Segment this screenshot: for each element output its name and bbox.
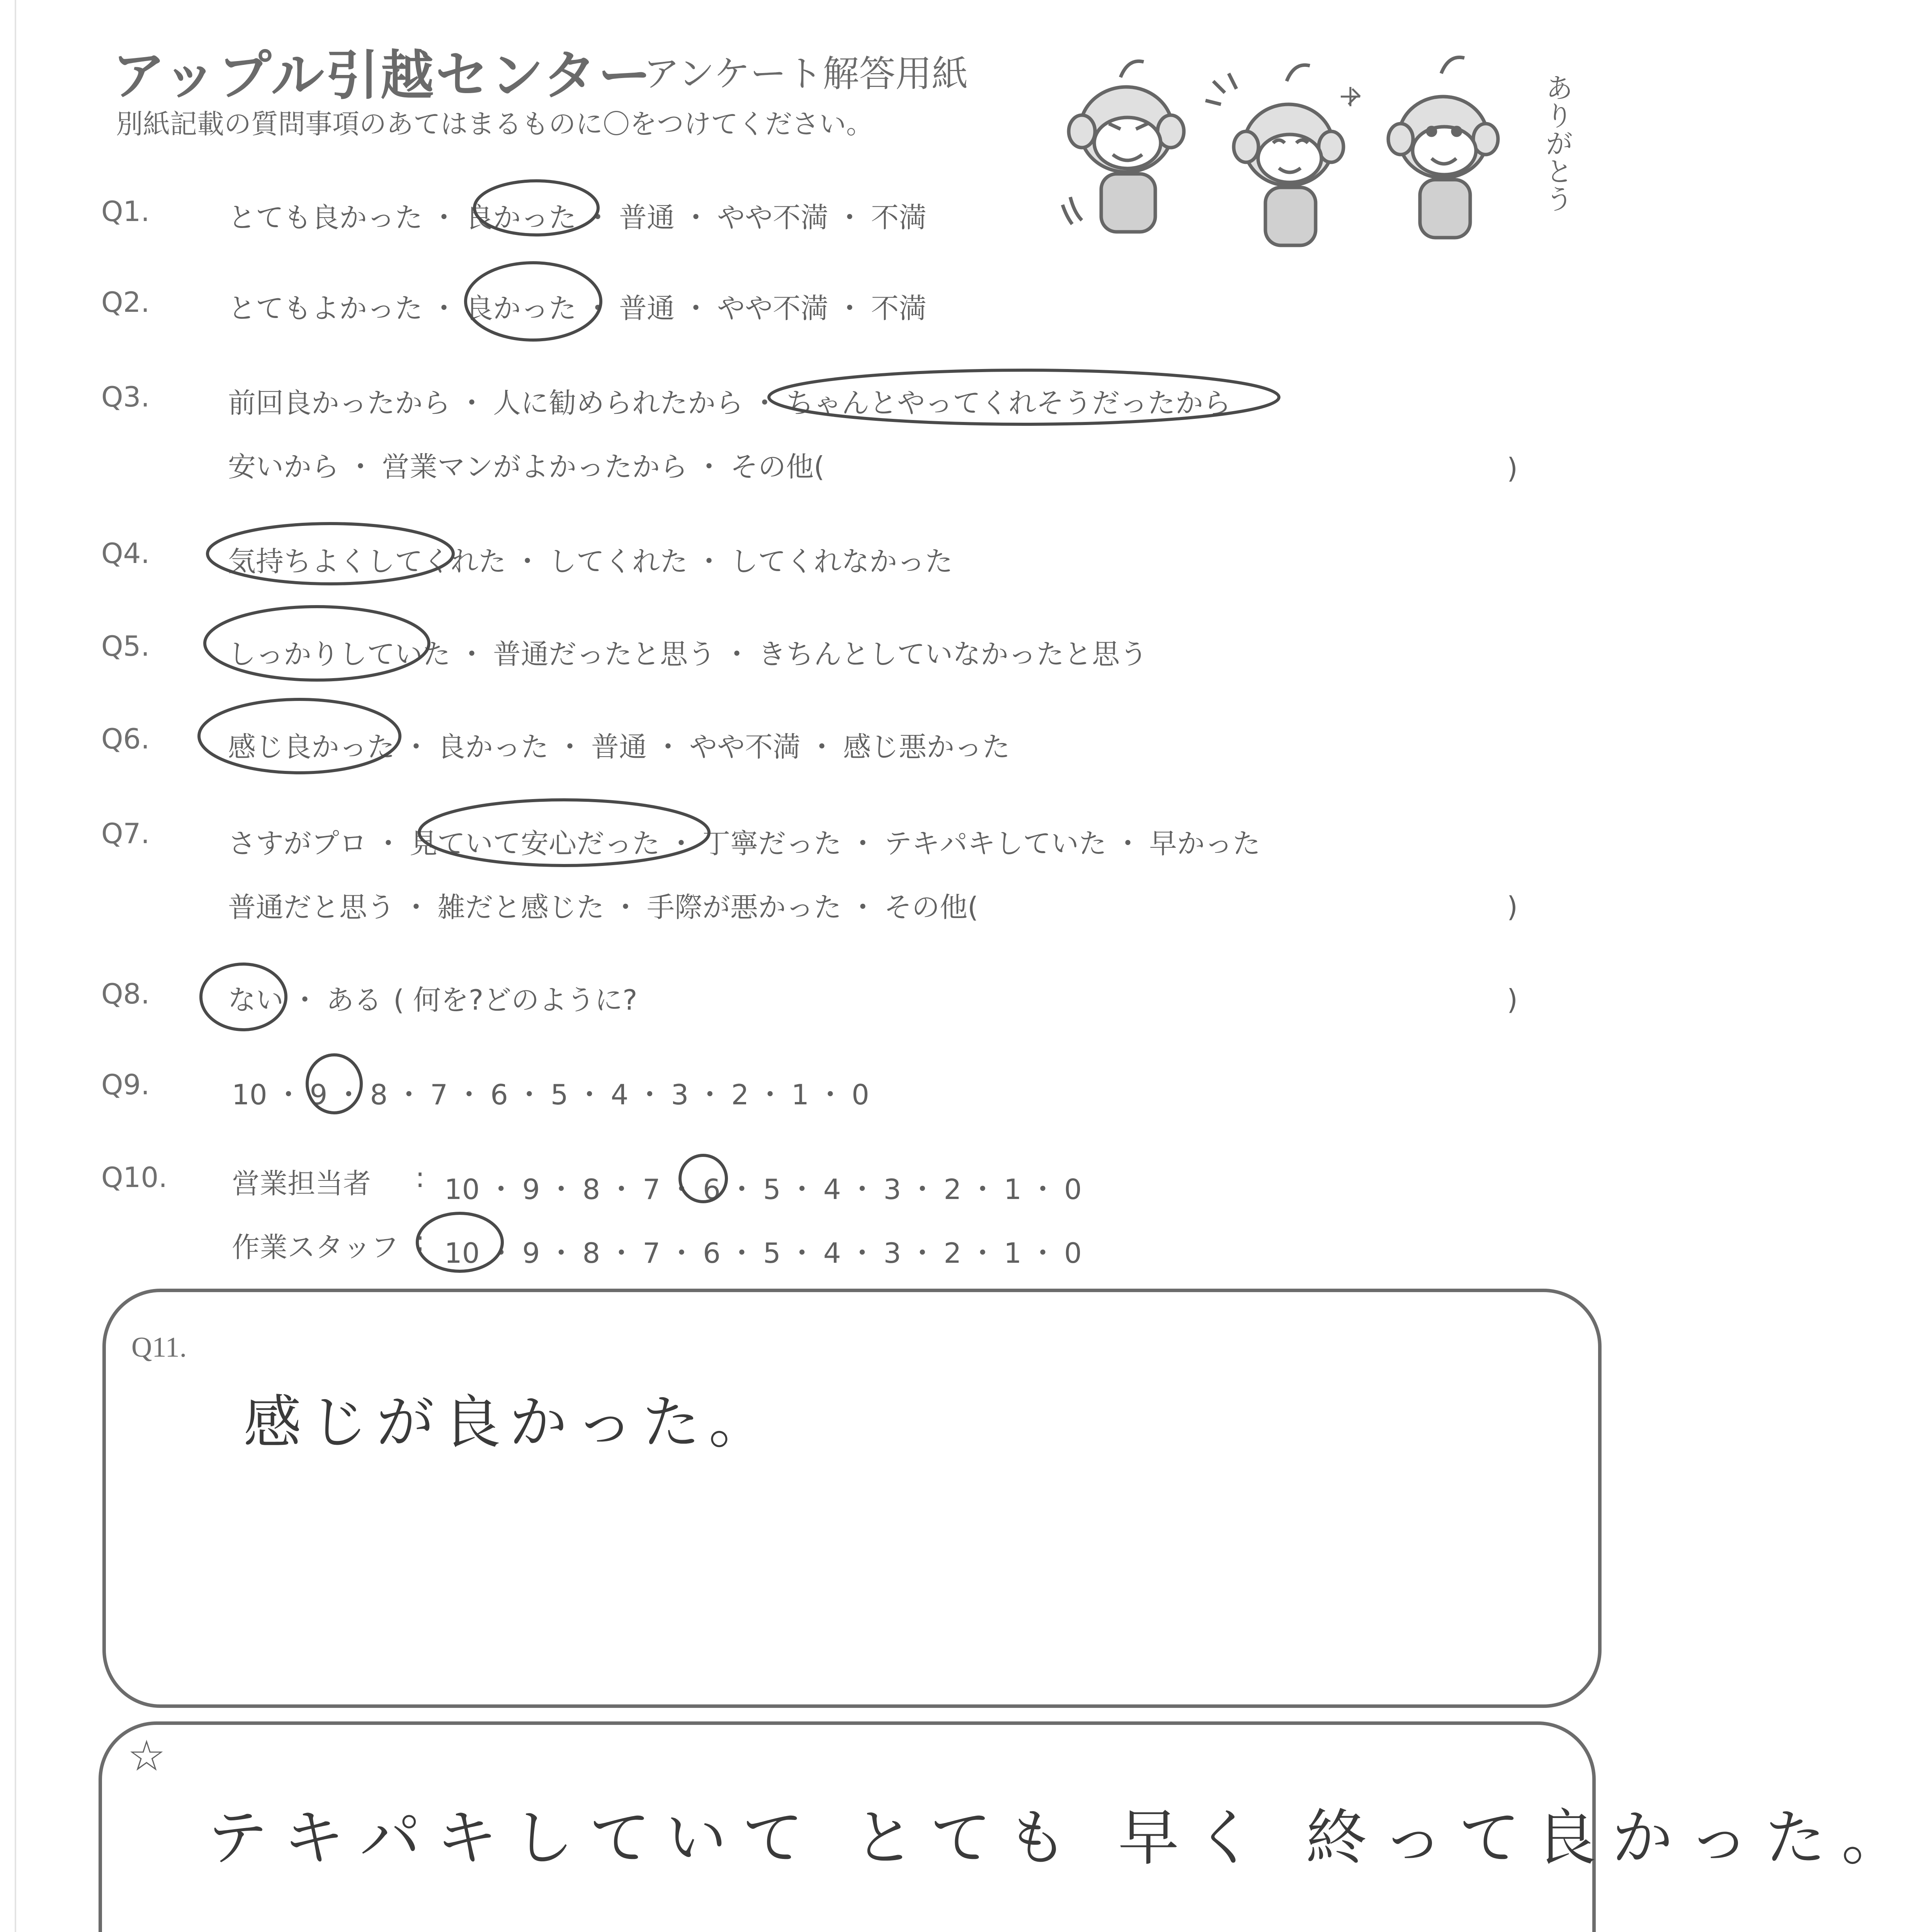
q7-option[interactable]: 丁寧だった xyxy=(702,827,842,860)
q1-option[interactable]: とても良かった xyxy=(228,201,423,234)
q7-answer-circle xyxy=(419,800,709,866)
question-number: Q4. xyxy=(101,537,150,570)
q10-sales-score[interactable]: 9 xyxy=(522,1173,540,1206)
star-handwritten-answer: テキパキしていて とても 早く 終って良かった。 xyxy=(207,1803,1918,1874)
question-number: Q3. xyxy=(101,381,150,413)
q10-sales-score[interactable]: 5 xyxy=(763,1173,781,1206)
q9-score[interactable]: 0 xyxy=(851,1078,869,1111)
q10-staff-score[interactable]: 6 xyxy=(703,1237,721,1269)
q5-option[interactable]: しっかりしていた xyxy=(228,638,451,670)
colon: : xyxy=(415,1225,425,1257)
star-icon: ☆ xyxy=(128,1731,166,1781)
q10-staff-score[interactable]: 1 xyxy=(1004,1237,1022,1269)
q6-option[interactable]: 良かった xyxy=(437,731,549,763)
q10-sales-score[interactable]: 10 xyxy=(444,1173,480,1206)
q2-option[interactable]: 不満 xyxy=(871,292,927,325)
q5-answer-circle xyxy=(205,607,429,680)
q10-staff-score[interactable]: 7 xyxy=(643,1237,661,1269)
q4-option[interactable]: してくれた xyxy=(549,545,688,578)
q9-answer-circle xyxy=(307,1055,361,1113)
work-staff-label: 作業スタッフ xyxy=(232,1231,399,1264)
close-paren: ) xyxy=(1507,983,1518,1016)
q10-sales-score[interactable]: 1 xyxy=(1004,1173,1022,1206)
q3-option[interactable]: ちゃんとやってくれそうだったから xyxy=(786,387,1231,419)
q3-answer-circle xyxy=(769,370,1279,424)
q10-sales-score[interactable]: 7 xyxy=(643,1173,661,1206)
q6-option[interactable]: 感じ悪かった xyxy=(843,731,1010,763)
q1-option[interactable]: やや不満 xyxy=(717,201,829,234)
question-number: Q10. xyxy=(101,1161,168,1194)
question-number: Q2. xyxy=(101,286,150,318)
q9-score[interactable]: 2 xyxy=(731,1078,749,1111)
q6-option[interactable]: 普通 xyxy=(591,731,647,763)
q9-score[interactable]: 9 xyxy=(309,1078,328,1111)
q9-score[interactable]: 10 xyxy=(232,1078,267,1111)
q11-comment-box[interactable] xyxy=(102,1289,1602,1708)
colon: : xyxy=(415,1161,425,1194)
q4-answer-circle xyxy=(207,524,453,584)
q1-option[interactable]: 不満 xyxy=(871,201,927,234)
q9-score[interactable]: 6 xyxy=(490,1078,508,1111)
q7-option[interactable]: 普通だと思う xyxy=(228,891,395,923)
q2-option[interactable]: やや不満 xyxy=(717,292,829,325)
question-number: Q11. xyxy=(131,1332,187,1363)
q7-option[interactable]: 早かった xyxy=(1149,827,1261,860)
q7-option[interactable]: その他( xyxy=(884,891,979,923)
q2-option[interactable]: とてもよかった xyxy=(228,292,423,325)
q11-handwritten-answer: 感じが良かった。 xyxy=(243,1389,775,1456)
q3-option[interactable]: その他( xyxy=(730,451,825,483)
q9-score[interactable]: 3 xyxy=(671,1078,689,1111)
q10-sales-score[interactable]: 3 xyxy=(883,1173,901,1206)
q10-sales-score[interactable]: 4 xyxy=(823,1173,841,1206)
q7-option[interactable]: 手際が悪かった xyxy=(647,891,842,923)
q7-option[interactable]: さすがプロ xyxy=(228,827,367,860)
mascot-thanks-text: ありがとう xyxy=(1541,73,1573,213)
q2-option[interactable]: 普通 xyxy=(619,292,675,325)
question-number: Q1. xyxy=(101,195,150,228)
q4-option[interactable]: してくれなかった xyxy=(730,545,953,578)
q2-option[interactable]: 良かった xyxy=(465,292,577,325)
q10-staff-score[interactable]: 8 xyxy=(582,1237,600,1269)
q10-staff-score[interactable]: 5 xyxy=(763,1237,781,1269)
q9-score[interactable]: 5 xyxy=(550,1078,568,1111)
q10-sales-score[interactable]: 6 xyxy=(703,1173,721,1206)
q8-answer-circle xyxy=(201,964,286,1030)
q10-sales-score[interactable]: 2 xyxy=(944,1173,962,1206)
q10-staff-score[interactable]: 9 xyxy=(522,1237,540,1269)
q8-option[interactable]: ない xyxy=(228,984,284,1016)
instruction-text: 別紙記載の質問事項のあてはまるものに〇をつけてください。 xyxy=(116,108,873,140)
q7-option[interactable]: 雑だと感じた xyxy=(437,891,605,923)
q10-staff-score[interactable]: 10 xyxy=(444,1237,480,1269)
q10-sales-score[interactable]: 0 xyxy=(1064,1173,1082,1206)
question-number: Q8. xyxy=(101,978,150,1010)
q10-staff-score[interactable]: 4 xyxy=(823,1237,841,1269)
sales-rep-label: 営業担当者 xyxy=(232,1167,371,1200)
q10-staff-score[interactable]: 3 xyxy=(883,1237,901,1269)
q4-option[interactable]: 気持ちよくしてくれた xyxy=(228,545,507,578)
q3-option[interactable]: 前回良かったから xyxy=(228,387,451,419)
question-number: Q6. xyxy=(101,723,150,755)
brand-title: アップル引越センター xyxy=(112,44,653,107)
q1-answer-circle xyxy=(474,181,598,235)
form-subtitle: アンケート解答用紙 xyxy=(643,53,968,95)
q10-staff-answer-circle xyxy=(417,1213,502,1271)
q5-option[interactable]: 普通だったと思う xyxy=(493,638,716,670)
q1-option[interactable]: 普通 xyxy=(619,201,675,234)
q9-score[interactable]: 1 xyxy=(791,1078,809,1111)
q3-option[interactable]: 安いから xyxy=(228,451,340,483)
q5-option[interactable]: きちんとしていなかったと思う xyxy=(758,638,1148,670)
q7-option[interactable]: テキパキしていた xyxy=(884,827,1107,860)
q7-option[interactable]: 見ていて安心だった xyxy=(410,827,660,860)
q8-option[interactable]: ある xyxy=(326,984,382,1016)
question-number: Q7. xyxy=(101,817,150,850)
question-number: Q9. xyxy=(101,1068,150,1101)
q10-staff-score[interactable]: 0 xyxy=(1064,1237,1082,1269)
q10-staff-score[interactable]: 2 xyxy=(944,1237,962,1269)
q2-answer-circle xyxy=(466,263,601,340)
q9-score[interactable]: 7 xyxy=(430,1078,448,1111)
q8-detail: ( 何を?どのように? xyxy=(393,984,638,1016)
q1-option[interactable]: 良かった xyxy=(465,201,577,234)
question-number: Q5. xyxy=(101,630,150,662)
q6-option[interactable]: 感じ良かった xyxy=(228,731,395,763)
close-paren: ) xyxy=(1507,452,1518,485)
q6-option[interactable]: やや不満 xyxy=(689,731,801,763)
q10-sales-score[interactable]: 8 xyxy=(582,1173,600,1206)
q3-option[interactable]: 人に勧められたから xyxy=(493,387,744,419)
close-paren: ) xyxy=(1507,891,1518,923)
q9-score[interactable]: 8 xyxy=(370,1078,388,1111)
q6-answer-circle xyxy=(199,699,400,773)
q3-option[interactable]: 営業マンがよかったから xyxy=(382,451,688,483)
q9-score[interactable]: 4 xyxy=(610,1078,629,1111)
q10-sales-answer-circle xyxy=(680,1155,726,1202)
